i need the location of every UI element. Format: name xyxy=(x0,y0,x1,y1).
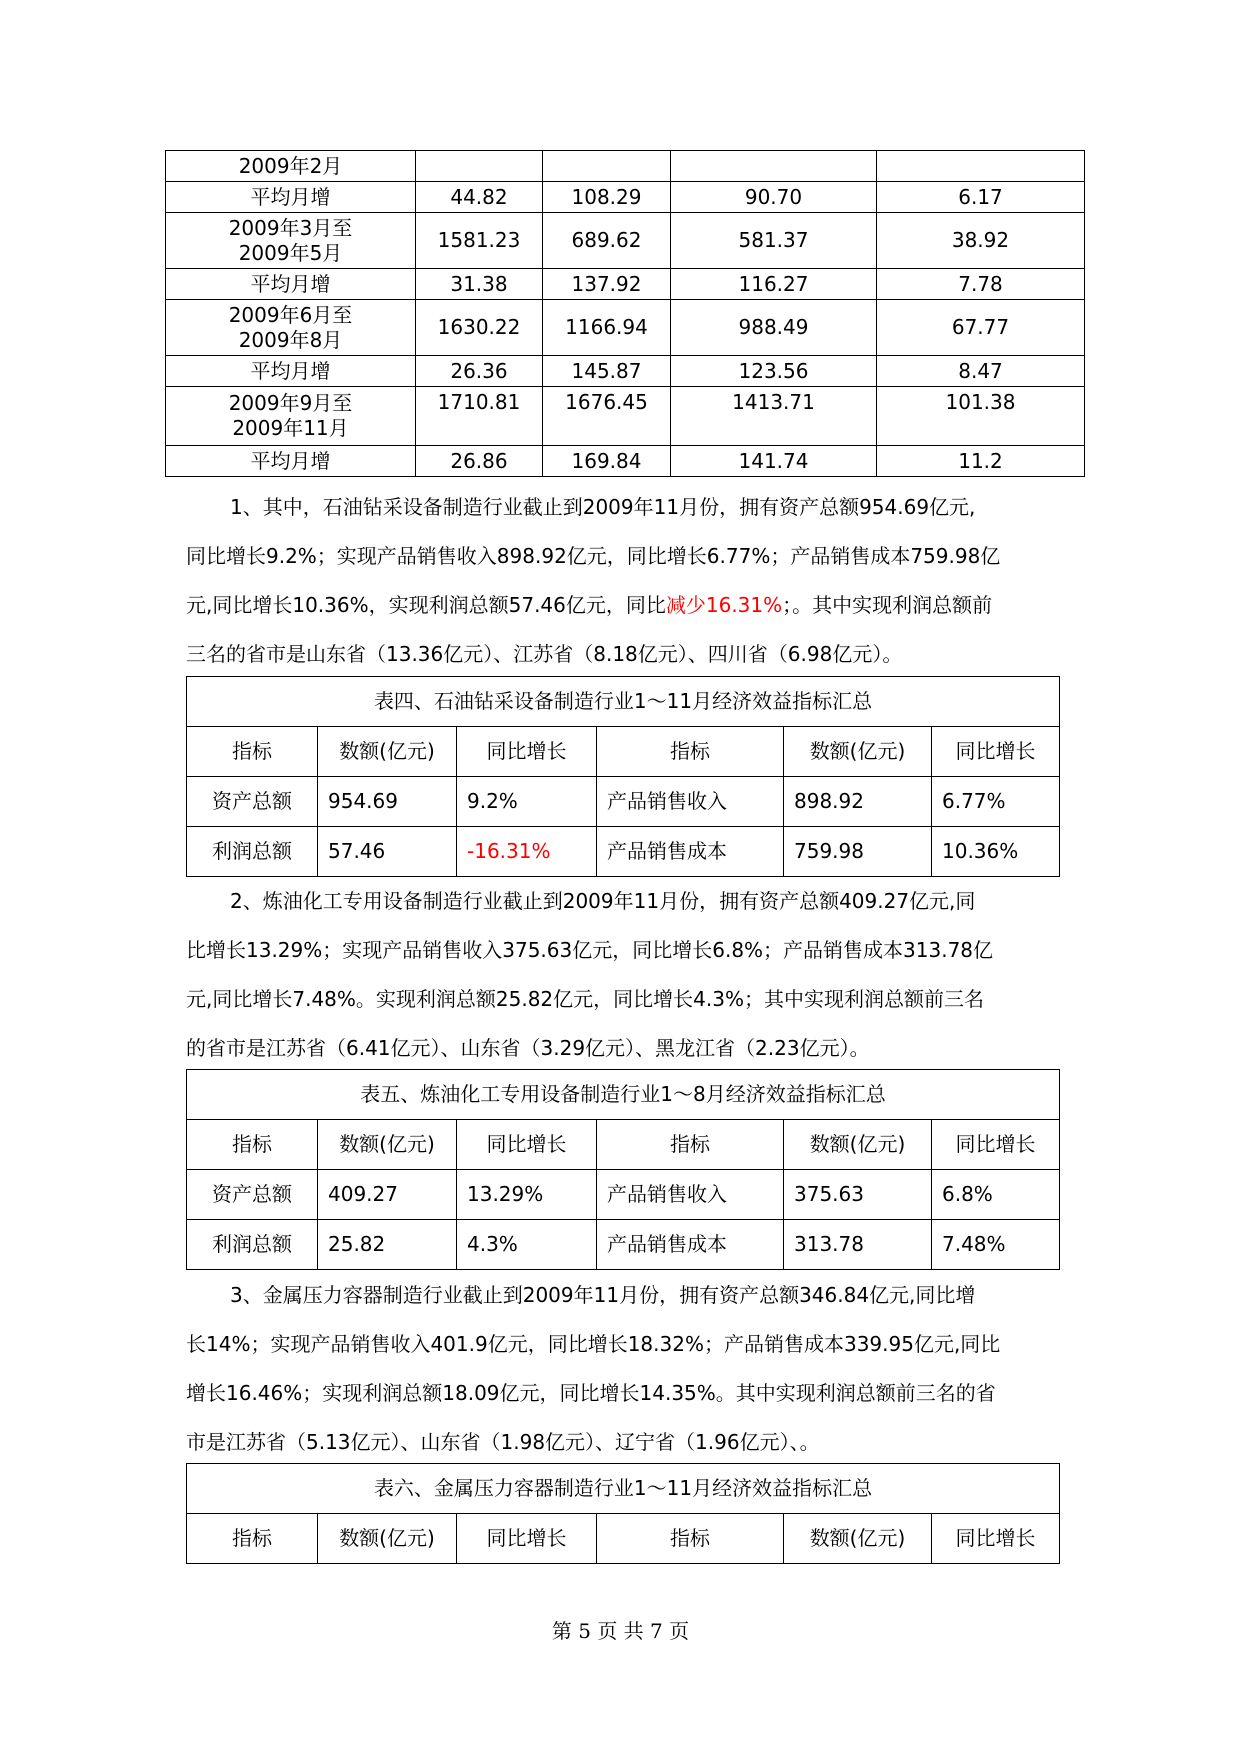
table-caption: 表四、石油钻采设备制造行业1～11月经济效益指标汇总 xyxy=(187,677,1060,727)
table-4 xyxy=(186,676,1060,877)
value-cell: 137.92 xyxy=(543,269,671,300)
value-cell xyxy=(543,151,671,182)
table-header-row xyxy=(187,727,1060,777)
table-cell: 产品销售收入 xyxy=(597,777,784,827)
table-5 xyxy=(186,1069,1060,1270)
period-label: 平均月增 xyxy=(250,184,331,209)
value-cell: 1630.22 xyxy=(416,300,543,356)
header-cell: 数额(亿元) xyxy=(318,1120,457,1170)
header-cell: 指标 xyxy=(187,1120,318,1170)
highlighted-decrease: 减少16.31% xyxy=(665,593,783,617)
value-cell: 1413.71 xyxy=(671,387,877,446)
header-cell: 指标 xyxy=(187,1514,318,1564)
value-cell: 6.17 xyxy=(877,182,1085,213)
table-row xyxy=(187,777,1060,827)
value-cell xyxy=(671,151,877,182)
value-cell: 7.78 xyxy=(877,269,1085,300)
paragraph-text: 元,同比增长10.36%，实现利润总额57.46亿元，同比 xyxy=(186,593,666,617)
table-cell: 898.92 xyxy=(784,777,932,827)
table-cell: 利润总额 xyxy=(187,1220,318,1270)
table-cell: 13.29% xyxy=(457,1170,597,1220)
header-cell: 数额(亿元) xyxy=(784,1514,932,1564)
table-cell: 4.3% xyxy=(457,1220,597,1270)
period-label-cell xyxy=(166,182,416,213)
table-cell: 资产总额 xyxy=(187,1170,318,1220)
table-cell: 409.27 xyxy=(318,1170,457,1220)
value-cell: 141.74 xyxy=(671,446,877,477)
period-label-cell xyxy=(166,213,416,269)
value-cell: 689.62 xyxy=(543,213,671,269)
period-label-cell xyxy=(166,269,416,300)
table-row xyxy=(166,387,1085,446)
table-cell: 产品销售收入 xyxy=(597,1170,784,1220)
period-label: 2009年5月 xyxy=(238,240,343,265)
paragraph-line: 三名的省市是山东省（13.36亿元）、江苏省（8.18亿元）、四川省（6.98亿元）。 xyxy=(186,642,903,666)
period-label: 平均月增 xyxy=(250,448,331,473)
table-row xyxy=(166,151,1085,182)
period-label: 平均月增 xyxy=(250,358,331,383)
table-caption: 表六、金属压力容器制造行业1～11月经济效益指标汇总 xyxy=(187,1464,1060,1514)
period-label-cell xyxy=(166,356,416,387)
table-cell: 10.36% xyxy=(932,827,1060,877)
period-label: 2009年6月至 xyxy=(228,302,353,327)
value-cell: 988.49 xyxy=(671,300,877,356)
value-cell: 169.84 xyxy=(543,446,671,477)
value-cell: 26.86 xyxy=(416,446,543,477)
header-cell: 指标 xyxy=(597,1514,784,1564)
value-cell: 101.38 xyxy=(877,387,1085,446)
table-cell: 产品销售成本 xyxy=(597,1220,784,1270)
table-header-row xyxy=(187,1120,1060,1170)
period-label: 平均月增 xyxy=(250,271,331,296)
table-cell: 产品销售成本 xyxy=(597,827,784,877)
value-cell: 8.47 xyxy=(877,356,1085,387)
table-cell: 9.2% xyxy=(457,777,597,827)
value-cell: 581.37 xyxy=(671,213,877,269)
header-cell: 同比增长 xyxy=(457,727,597,777)
table-cell: 利润总额 xyxy=(187,827,318,877)
table-row xyxy=(187,1170,1060,1220)
paragraph-line: 比增长13.29%；实现产品销售收入375.63亿元，同比增长6.8%；产品销售成本313.78亿 xyxy=(186,938,994,962)
page-footer: 第 5 页 共 7 页 xyxy=(551,1619,690,1643)
paragraph-line: 市是江苏省（5.13亿元）、山东省（1.98亿元）、辽宁省（1.96亿元）、。 xyxy=(186,1430,820,1454)
table-row xyxy=(166,356,1085,387)
paragraph-line: 的省市是江苏省（6.41亿元）、山东省（3.29亿元）、黑龙江省（2.23亿元）。 xyxy=(186,1036,870,1060)
paragraph-2 xyxy=(186,877,1052,1073)
table-header-row xyxy=(187,1514,1060,1564)
value-cell: 67.77 xyxy=(877,300,1085,356)
value-cell: 145.87 xyxy=(543,356,671,387)
period-label: 2009年2月 xyxy=(238,153,343,178)
period-label: 2009年8月 xyxy=(238,327,343,352)
table-row xyxy=(166,446,1085,477)
table-row xyxy=(166,300,1085,356)
table-6 xyxy=(186,1463,1060,1564)
paragraph-text: ；。其中实现利润总额前 xyxy=(782,593,993,617)
value-cell xyxy=(877,151,1085,182)
table-cell: 759.98 xyxy=(784,827,932,877)
value-cell: 123.56 xyxy=(671,356,877,387)
table-cell: 6.8% xyxy=(932,1170,1060,1220)
table-cell: 7.48% xyxy=(932,1220,1060,1270)
value-cell xyxy=(416,151,543,182)
header-cell: 指标 xyxy=(187,727,318,777)
paragraph-line: 元,同比增长7.48%。实现利润总额25.82亿元，同比增长4.3%；其中实现利润总额前三名 xyxy=(186,987,984,1011)
period-label-cell xyxy=(166,300,416,356)
paragraph-3 xyxy=(186,1271,1052,1467)
header-cell: 同比增长 xyxy=(932,1120,1060,1170)
value-cell: 108.29 xyxy=(543,182,671,213)
value-cell: 38.92 xyxy=(877,213,1085,269)
paragraph-line: 3、金属压力容器制造行业截止到2009年11月份，拥有资产总额346.84亿元,同比增 xyxy=(230,1283,976,1307)
table-row xyxy=(166,182,1085,213)
table-caption: 表五、炼油化工专用设备制造行业1～8月经济效益指标汇总 xyxy=(187,1070,1060,1120)
table-cell: 954.69 xyxy=(318,777,457,827)
period-label-cell xyxy=(166,446,416,477)
table-cell: -16.31% xyxy=(457,827,597,877)
header-cell: 指标 xyxy=(597,1120,784,1170)
period-label-cell xyxy=(166,151,416,182)
header-cell: 指标 xyxy=(597,727,784,777)
header-cell: 同比增长 xyxy=(932,727,1060,777)
table-cell: 57.46 xyxy=(318,827,457,877)
table-cell: 375.63 xyxy=(784,1170,932,1220)
growth-table-body xyxy=(166,151,1085,477)
paragraph-line: 长14%；实现产品销售收入401.9亿元，同比增长18.32%；产品销售成本339.95亿元,同比 xyxy=(186,1332,1001,1356)
period-label: 2009年11月 xyxy=(232,416,349,440)
value-cell: 44.82 xyxy=(416,182,543,213)
paragraph-line: 1、其中，石油钻采设备制造行业截止到2009年11月份，拥有资产总额954.69亿元, xyxy=(230,495,976,519)
header-cell: 数额(亿元) xyxy=(784,727,932,777)
paragraph-line xyxy=(186,581,1052,630)
value-cell: 26.36 xyxy=(416,356,543,387)
table-cell: 6.77% xyxy=(932,777,1060,827)
paragraph-line: 2、炼油化工专用设备制造行业截止到2009年11月份，拥有资产总额409.27亿元,同 xyxy=(230,889,976,913)
value-cell: 90.70 xyxy=(671,182,877,213)
value-cell: 1676.45 xyxy=(543,387,671,446)
header-cell: 同比增长 xyxy=(457,1514,597,1564)
growth-table xyxy=(165,150,1085,477)
header-cell: 同比增长 xyxy=(457,1120,597,1170)
table-row xyxy=(166,269,1085,300)
table-row xyxy=(187,827,1060,877)
value-cell: 31.38 xyxy=(416,269,543,300)
header-cell: 数额(亿元) xyxy=(784,1120,932,1170)
table-cell: 313.78 xyxy=(784,1220,932,1270)
value-cell: 1166.94 xyxy=(543,300,671,356)
table-row xyxy=(166,213,1085,269)
header-cell: 数额(亿元) xyxy=(318,727,457,777)
period-label-cell xyxy=(166,387,416,446)
value-cell: 116.27 xyxy=(671,269,877,300)
period-label: 2009年9月至 xyxy=(228,391,353,415)
header-cell: 同比增长 xyxy=(932,1514,1060,1564)
table-row xyxy=(187,1220,1060,1270)
value-cell: 1581.23 xyxy=(416,213,543,269)
value-cell: 1710.81 xyxy=(416,387,543,446)
value-cell: 11.2 xyxy=(877,446,1085,477)
table-cell: 25.82 xyxy=(318,1220,457,1270)
paragraph-line: 同比增长9.2%；实现产品销售收入898.92亿元，同比增长6.77%；产品销售成本759.98亿 xyxy=(186,544,1001,568)
period-label: 2009年3月至 xyxy=(228,215,353,240)
header-cell: 数额(亿元) xyxy=(318,1514,457,1564)
paragraph-1 xyxy=(186,483,1052,679)
table-cell: 资产总额 xyxy=(187,777,318,827)
paragraph-line: 增长16.46%；实现利润总额18.09亿元，同比增长14.35%。其中实现利润总额前三名的省 xyxy=(186,1381,996,1405)
